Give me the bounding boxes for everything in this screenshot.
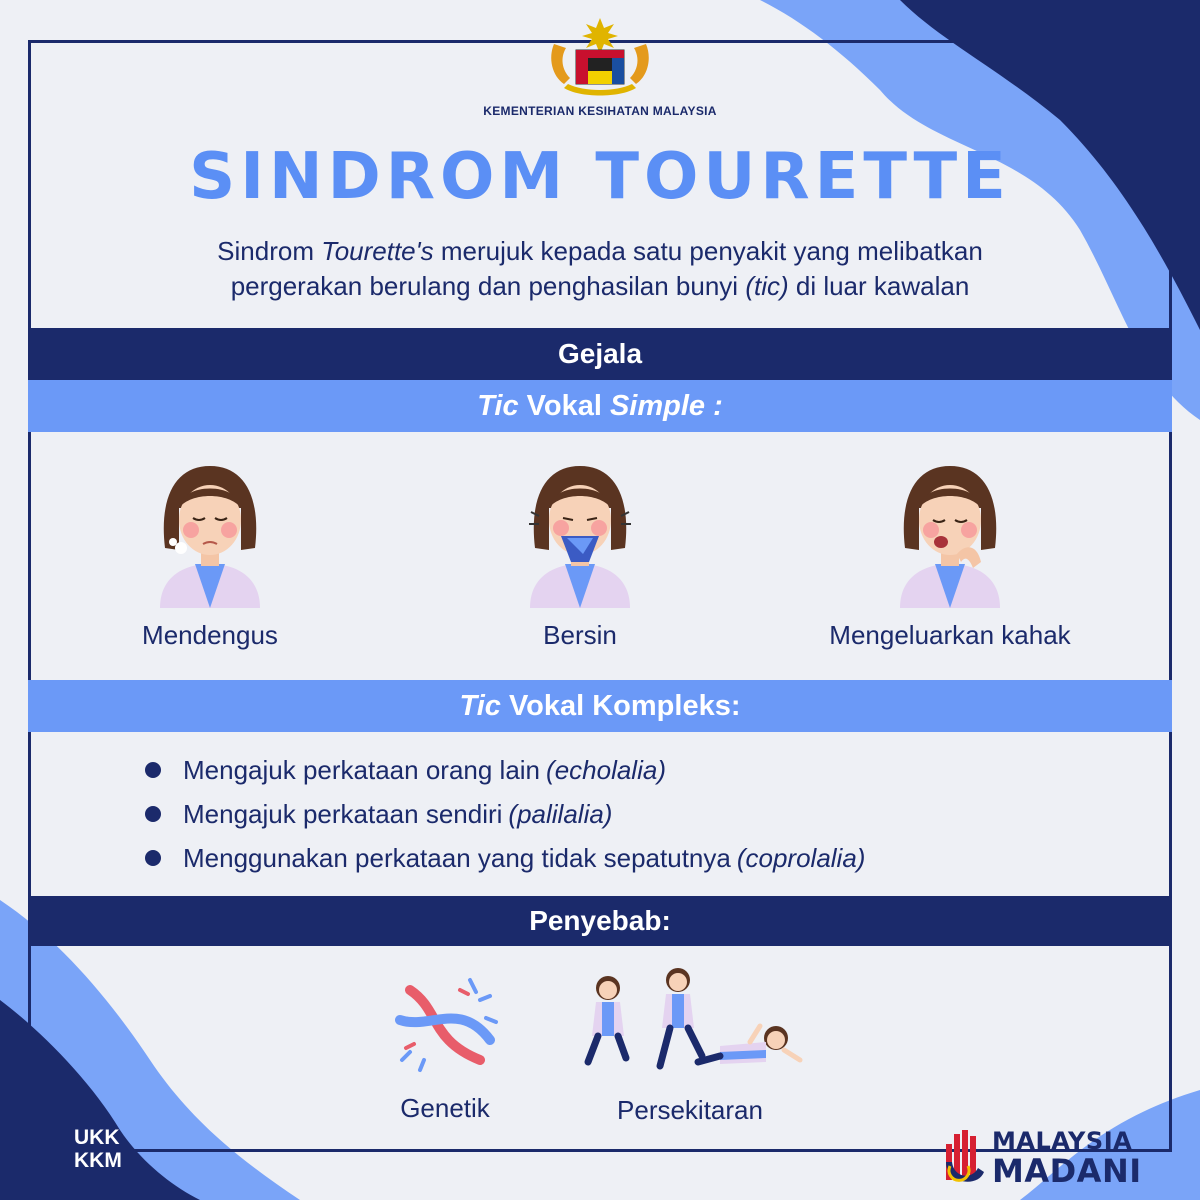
dna-icon: [390, 970, 500, 1080]
page-title: SINDROM TOURETTE: [189, 140, 1011, 214]
symptom-sneeze: [420, 458, 740, 651]
complex-tic-list: [145, 748, 865, 880]
malaysia-madani-logo: MALAYSIA MADANI: [992, 1127, 1142, 1190]
list-item: Mengajuk perkataan orang lain (echolalia): [145, 748, 865, 792]
coat-of-arms-icon: [540, 14, 660, 100]
bullet-icon: [145, 850, 161, 866]
symptom-label: Mendengus: [142, 620, 278, 650]
ministry-name: KEMENTERIAN KESIHATAN MALAYSIA: [483, 104, 717, 118]
bullet-icon: [145, 806, 161, 822]
cause-label: Genetik: [400, 1093, 490, 1123]
list-item: Mengajuk perkataan sendiri (palilalia): [145, 792, 865, 836]
falling-girls-icon: [570, 966, 810, 1082]
sneeze-girl-icon: [515, 458, 645, 608]
cause-environment: [570, 966, 810, 1126]
snort-girl-icon: [145, 458, 275, 608]
symptom-label: Mengeluarkan kahak: [829, 620, 1071, 650]
ukk-kkm-logo: UKK KKM: [74, 1126, 122, 1172]
cause-genetic: [370, 970, 520, 1124]
symptom-phlegm: [790, 458, 1110, 651]
symptom-label: Bersin: [543, 620, 617, 650]
bullet-icon: [145, 762, 161, 778]
penyebab-heading: Penyebab:: [28, 896, 1172, 946]
complex-tic-heading: Tic Vokal Kompleks:: [28, 680, 1172, 732]
symptom-snort: [50, 458, 370, 651]
simple-tic-heading: Tic Vokal Simple :: [28, 380, 1172, 432]
list-item: Menggunakan perkataan yang tidak sepatutnya (coprolalia): [145, 836, 865, 880]
gejala-heading: Gejala: [28, 328, 1172, 380]
cause-label: Persekitaran: [617, 1095, 763, 1125]
cough-girl-icon: [885, 458, 1015, 608]
intro-text: Sindrom Tourette's merujuk kepada satu penyakit yang melibatkan pergerakan berulang dan penghasilan bunyi (tic) di luar kawalan: [217, 236, 983, 301]
